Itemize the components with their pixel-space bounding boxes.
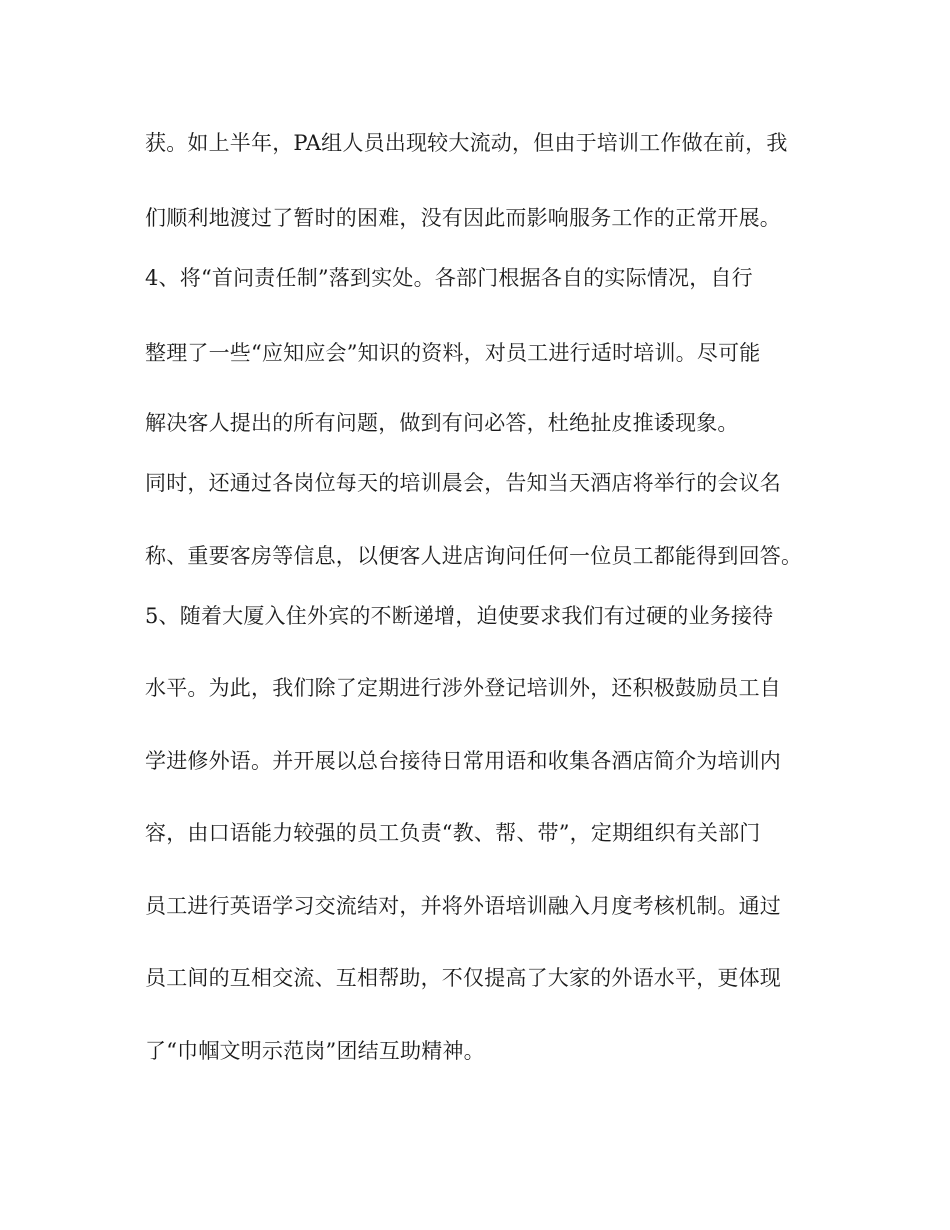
text-line: 获。如上半年，PA组人员出现较大流动，但由于培训工作做在前，我 (145, 131, 788, 155)
text-line: 4、将“首问责任制”落到实处。各部门根据各自的实际情况，自行 (145, 266, 753, 290)
text-line: 称、重要客房等信息，以便客人进店询问任何一位员工都能得到回答。 (145, 544, 803, 568)
text-line: 员工进行英语学习交流结对，并将外语培训融入月度考核机制。通过 (145, 894, 781, 918)
text-line: 了“巾帼文明示范岗”团结互助精神。 (145, 1039, 485, 1063)
text-line: 整理了一些“应知应会”知识的资料，对员工进行适时培训。尽可能 (145, 341, 761, 365)
text-line: 学进修外语。并开展以总台接待日常用语和收集各酒店简介为培训内 (145, 749, 781, 773)
text-line: 员工间的互相交流、互相帮助，不仅提高了大家的外语水平，更体现 (145, 966, 781, 990)
text-line: 5、随着大厦入住外宾的不断递增，迫使要求我们有过硬的业务接待 (145, 604, 774, 628)
text-line: 水平。为此，我们除了定期进行涉外登记培训外，还积极鼓励员工自 (145, 676, 781, 700)
text-line: 容，由口语能力较强的员工负责“教、帮、带”，定期组织有关部门 (145, 821, 761, 845)
text-line: 们顺利地渡过了暂时的困难，没有因此而影响服务工作的正常开展。 (145, 206, 781, 230)
text-line: 解决客人提出的所有问题，做到有问必答，杜绝扯皮推诿现象。 (145, 411, 739, 435)
text-line: 同时，还通过各岗位每天的培训晨会，告知当天酒店将举行的会议名 (145, 471, 781, 495)
